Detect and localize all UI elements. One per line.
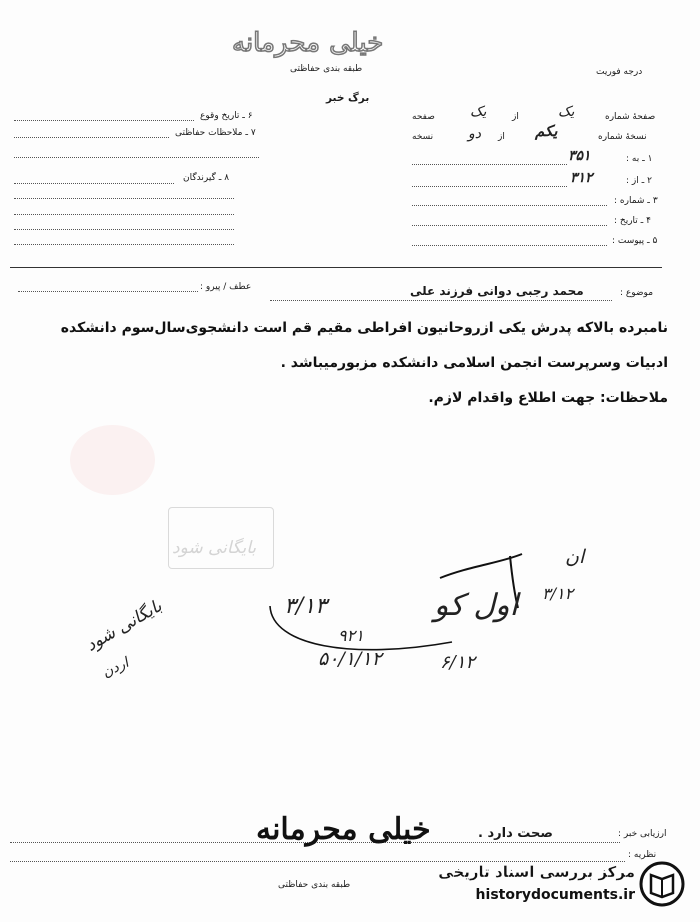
page-number-hand: یک — [558, 104, 575, 120]
hand-left-sub: اردن — [99, 655, 132, 681]
classification-stamp-top: خیلی محرمانه — [232, 28, 384, 58]
field-to-value: ۳۵۱ — [568, 148, 591, 164]
field-copy-of: از — [498, 132, 505, 142]
classification-label-top: طبقه بندی حفاظتی — [290, 64, 363, 74]
dotted-line — [412, 205, 607, 206]
dotted-line — [14, 214, 234, 215]
evaluation-value: صحت دارد . — [478, 826, 553, 841]
hand-left-note: بایگانی شود — [82, 596, 166, 656]
dotted-line — [412, 225, 607, 226]
page-total-hand: یک — [470, 104, 487, 120]
dotted-line — [14, 229, 234, 230]
field-page-number-label: صفحهٔ شماره — [605, 112, 656, 122]
dotted-line — [14, 183, 174, 184]
field-date-of-event: ۶ ـ تاریخ وقوع — [200, 111, 253, 121]
dotted-line — [14, 120, 194, 121]
dotted-line — [270, 300, 612, 301]
subject-value: محمد رجبی دوانی فرزند علی — [410, 284, 584, 298]
urgency-label: درجه فوریت — [596, 67, 643, 77]
dotted-line — [14, 198, 234, 199]
field-to-label: ۱ ـ به : — [626, 154, 653, 164]
hand-small-num: ۶/۱۲ — [440, 652, 476, 673]
dotted-line — [14, 157, 259, 158]
field-page-of: از — [512, 112, 519, 122]
body-line-1: نامبرده بالاکه پدرش یکی ازروحانیون افراطی مقیم قم است دانشجوی‌سال‌سوم دانشکده — [60, 320, 668, 336]
form-title: برگ خبر — [326, 92, 370, 104]
field-page-word: صفحه — [412, 112, 435, 122]
field-security-notes: ۷ ـ ملاحظات حفاظتی — [175, 128, 256, 138]
dotted-line — [14, 244, 234, 245]
watermark-title: مرکز بررسی اسناد تاریخی — [438, 863, 635, 881]
stain-mark — [70, 425, 155, 495]
hand-center-code: ۹۲۱ — [338, 626, 364, 645]
field-copy-word: نسخه — [412, 132, 434, 142]
field-date-label: ۴ ـ تاریخ : — [614, 216, 652, 226]
classification-stamp-bottom: خیلی محرمانه — [256, 812, 431, 847]
subject-label: موضوع : — [620, 288, 654, 298]
faded-stamp-text: بایگانی شود — [172, 538, 257, 558]
copy-total-hand: دو — [468, 126, 481, 142]
field-from-value: ۳۱۲ — [570, 170, 593, 186]
hand-signature: اول کو — [434, 588, 518, 623]
hand-center-num: ۳/۱۳ — [284, 594, 327, 619]
field-number-label: ۳ ـ شماره : — [614, 196, 658, 206]
watermark-url: historydocuments.ir — [475, 887, 635, 903]
body-line-3: ملاحظات: جهت اطلاع واقدام لازم. — [428, 390, 668, 406]
copy-number-hand: یکم — [535, 122, 558, 140]
header-divider — [10, 267, 662, 268]
evaluation-label: ارزیابی خبر : — [618, 829, 667, 839]
field-copy-number-label: نسخهٔ شماره — [598, 132, 647, 142]
hand-center-date: ۵۰/۱/۱۲ — [318, 648, 382, 670]
hand-note-right-top: ان — [565, 546, 585, 568]
reference-label: عطف / پیرو : — [200, 282, 252, 292]
book-logo-icon — [639, 861, 685, 907]
body-line-2: ادبیات وسرپرست انجمن اسلامی دانشکده مزبورمیباشد . — [280, 355, 668, 371]
dotted-line — [412, 164, 567, 165]
field-from-label: ۲ ـ از : — [626, 176, 652, 186]
opinion-label: نظریه : — [628, 850, 657, 860]
dotted-line — [18, 291, 198, 292]
field-recipients: ۸ ـ گیرندگان — [183, 173, 230, 183]
watermark — [411, 857, 687, 911]
classification-label-bottom: طبقه بندی حفاظتی — [278, 880, 351, 890]
dotted-line — [412, 245, 607, 246]
field-attachment-label: ۵ ـ پیوست : — [612, 236, 658, 246]
dotted-line — [412, 186, 567, 187]
dotted-line — [14, 137, 169, 138]
hand-note-right-num: ۳/۱۲ — [542, 584, 574, 603]
